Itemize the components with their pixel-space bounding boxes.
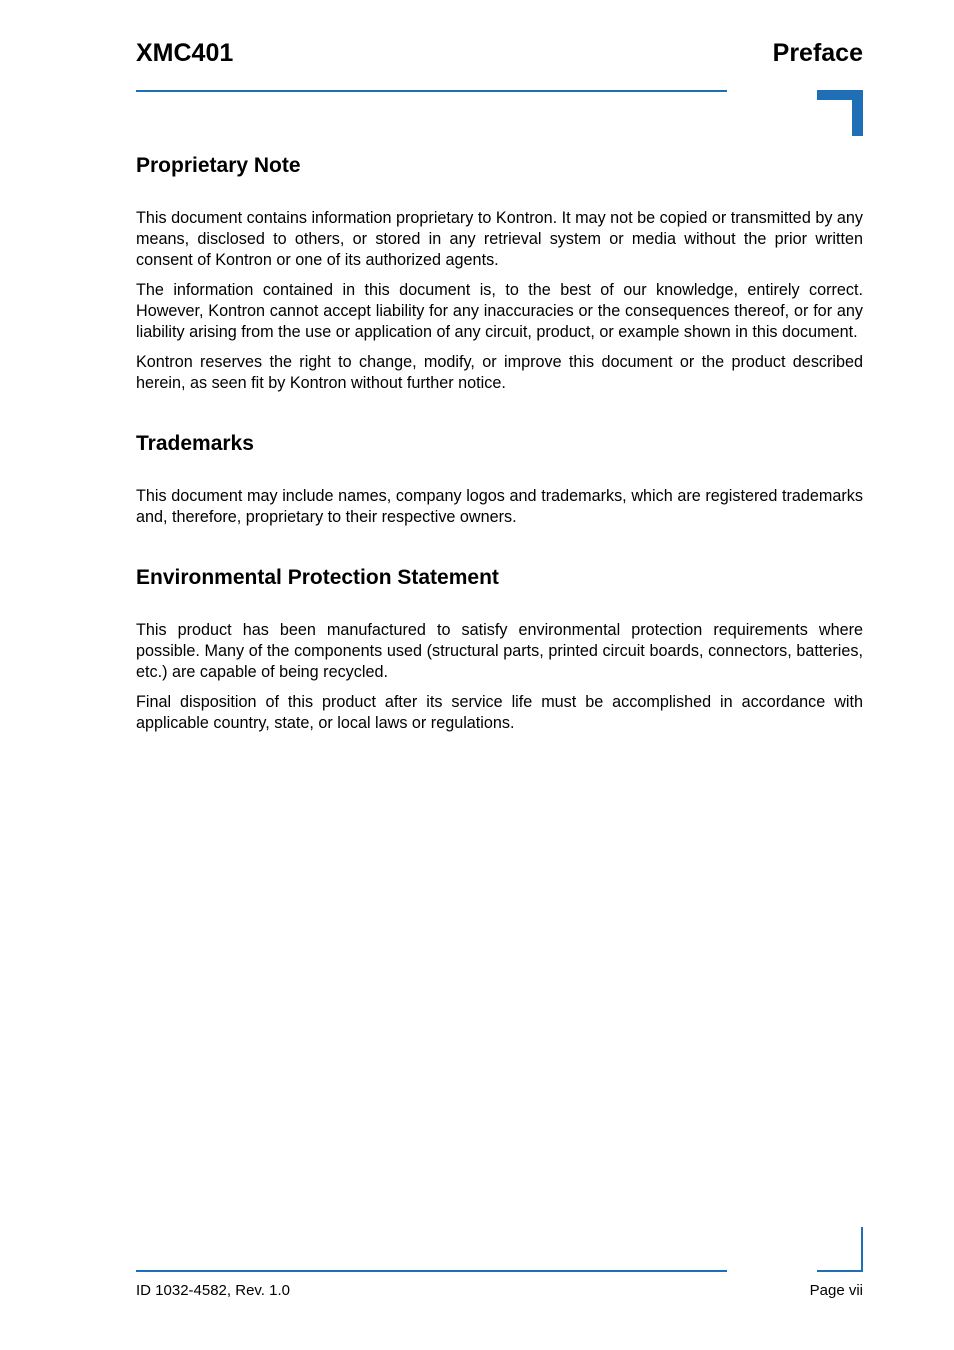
section-trademarks	[136, 429, 863, 528]
page-content	[136, 151, 863, 743]
corner-mark-top	[817, 90, 863, 136]
document-title: XMC401	[136, 39, 234, 67]
paragraph: Kontron reserves the right to change, modify, or improve this document or the product described herein, as seen fit by Kontron without further notice.	[136, 353, 863, 392]
header-rule	[136, 90, 727, 92]
section-heading: Environmental Protection Statement	[136, 566, 499, 589]
section-heading: Proprietary Note	[136, 154, 301, 177]
footer-document-id: ID 1032-4582, Rev. 1.0	[136, 1282, 290, 1299]
section-proprietary-note	[136, 151, 863, 394]
paragraph: This document contains information proprietary to Kontron. It may not be copied or transmitted by any means, disclosed to others, or stored in any retrieval system or media without the prior written consent of Kontron or one of its authorized agents.	[136, 209, 864, 269]
paragraph: The information contained in this document is, to the best of our knowledge, entirely correct. However, Kontron cannot accept liability for any inaccuracies or the consequences thereof, or for any liability arising from the use or application of any circuit, product, or example shown in this document.	[136, 281, 863, 341]
footer-page-number: Page vii	[809, 1282, 863, 1299]
section-environmental-protection	[136, 563, 863, 734]
paragraph: This product has been manufactured to satisfy environmental protection requirements where possible. Many of the components used (structural parts, printed circuit boards, connectors, batteries, etc.) are capable of being recycled.	[136, 621, 863, 681]
paragraph: This document may include names, company logos and trademarks, which are registered trademarks and, therefore, proprietary to their respective owners.	[136, 487, 863, 526]
footer-rule	[136, 1270, 727, 1272]
section-title: Preface	[772, 39, 863, 67]
section-heading: Trademarks	[136, 432, 254, 455]
corner-mark-bottom	[817, 1227, 863, 1272]
paragraph: Final disposition of this product after its service life must be accomplished in accordance with applicable country, state, or local laws or regulations.	[136, 693, 863, 732]
